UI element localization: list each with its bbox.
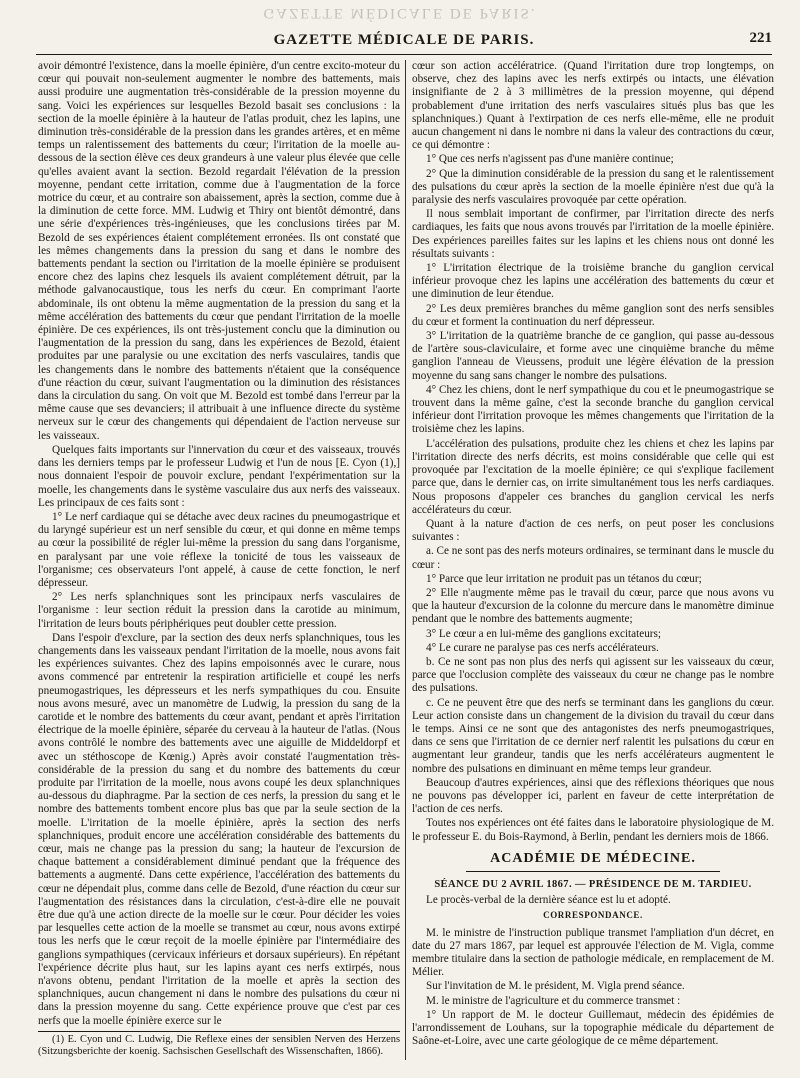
- section-divider: [466, 871, 719, 872]
- paragraph: c. Ce ne peuvent être que des nerfs se terminant dans les ganglions du cœur. Leur action consiste dans un changement de la division du travail du cœur dans le temps. Ainsi ce ne sont que des antagonistes des nerfs pneumogastriques, dans ce sens que l'irritation de ce dernier nerf ralentit les pulsations du cœur en augmentant leur grandeur, tandis que les nerfs accélérateurs augmentent le nombre des pulsations en diminuant en même temps leur grandeur.: [412, 696, 774, 775]
- paragraph: avoir démontré l'existence, dans la moelle épinière, d'un centre excito-moteur du cœur qui pouvait non-seulement augmenter le nombre des battements, mais aussi produire une augmentation très-considérable de la pression moyenne du sang. Voici les expériences sur lesquelles Bezold basait ses conclusions : la section de la moelle épinière à la hauteur de l'atlas produit, chez les lapins, une diminution très-considérable de la pression dans les grandes artères, et en même temps un ralentissement des battements du cœur; l'irritation de la moelle au-dessous de la section élève ces deux grandeurs à une valeur plus élevée que celle qu'elles avaient avant la section. Bezold regardait l'élévation de la pression moyenne, pendant cette irritation, comme due à l'augmentation de la force motrice du cœur, et au contraire son abaissement, après la section, comme due à la diminution de cette force. MM. Ludwig et Thiry ont bientôt démontré, dans une série d'expériences très-ingénieuses, que les conclusions tirées par M. Bezold de ses expériences étaient complétement erronées. Ils ont constaté que les mêmes changements dans la pression du sang et dans le nombre des battements pendant la section ou l'irritation de la moelle épinière se produisent encore chez des lapins chez lesquels ils avaient complétement détruit, par la méthode galvanocaustique, tous les nerfs du cœur. En comprimant l'aorte abdominale, ils ont obtenu la même augmentation de la pression du sang et la même accélération des battements du cœur que pendant l'irritation de la moelle épinière. De ces expériences, ils ont très-justement conclu que la diminution ou l'augmentation de la pression du sang, dans les expériences de Bezold, étaient produites par une paralysie ou une excitation des nerfs vasculaires, tandis que les changements dans le nombre des battements n'étaient que la conséquence d'une réaction du cœur, suivant l'augmentation ou la diminution des résistances dans la circulation du sang. On voit que M. Bezold est tombé dans l'erreur par la même cause que ses devanciers; il attribuait à une influence directe du système nerveux sur le cœur des changements qui dépendaient de l'action nerveuse sur les vaisseaux.: [38, 60, 400, 442]
- paragraph: Sur l'invitation de M. le président, M. Vigla prend séance.: [426, 980, 685, 993]
- paragraph: M. le ministre de l'instruction publique transmet l'ampliation d'un décret, en date du 27 mars 1867, par lequel est approuvée l'élection de M. Vigla, comme membre titulaire dans la section de pathologie médicale, en remplacement de M. Mélier.: [412, 926, 774, 979]
- paragraph: 1° L'irritation électrique de la troisième branche du ganglion cervical inférieur provoque chez les lapins une accélération des battements du cœur et une diminution de leur étendue.: [412, 262, 774, 301]
- page-header: [36, 28, 772, 55]
- paragraph: 3° L'irritation de la quatrième branche de ce ganglion, qui passe au-dessous de l'artère sous-claviculaire, et forme avec une cinquième branche du même ganglion l'anneau de Vieussens, produit une légère élévation de la pression moyenne du sang sans changer le nombre des pulsations.: [412, 330, 774, 382]
- paragraph: 4° Le curare ne paralyse pas ces nerfs accélérateurs.: [426, 641, 659, 654]
- column-divider: [405, 60, 406, 1060]
- paragraph: 2° Les deux premières branches du même ganglion sont des nerfs sensibles du cœur et forment la continuation du nerf dépresseur.: [412, 302, 774, 328]
- paragraph: 2° Les nerfs splanchniques sont les principaux nerfs vasculaires de l'organisme : leur section réduit la pression dans la carotide au minimum, l'irritation de leurs bouts périphériques peut doubler cette pression.: [38, 591, 400, 630]
- paragraph: 2° Elle n'augmente même pas le travail du cœur, parce que nous avons vu que la hauteur d'excursion de la colonne du mercure dans le manomètre diminue pendant que le nombre des battements augmente;: [412, 586, 774, 626]
- correspondance-heading: CORRESPONDANCE.: [543, 910, 643, 921]
- paragraph: Il nous semblait important de confirmer, par l'irritation directe des nerfs cardiaques, les faits que nous avons trouvés par l'irritation de la moelle épinière. Des expériences pareilles faites sur les lapins et les chiens nous ont donné les résultats suivants :: [412, 208, 774, 260]
- right-column: [412, 60, 774, 1049]
- paragraph: L'accélération des pulsations, produite chez les chiens et chez les lapins par l'irritation directe des nerfs décrits, est moins considérable que celle qui est provoquée par l'excitation de la moelle épinière; ce qui s'explique facilement parce que, dans le dernier cas, on irrite simultanément tous les nerfs cardiaques. Nous proposons d'appeler ces branches du ganglion cervical les nerfs accélérateurs du cœur.: [412, 437, 774, 516]
- paragraph: Quant à la nature d'action de ces nerfs, on peut poser les conclusions suivantes :: [412, 517, 774, 544]
- paragraph: 3° Le cœur a en lui-même des ganglions excitateurs;: [426, 627, 661, 640]
- paragraph: cœur son action accélératrice. (Quand l'irritation dure trop longtemps, on observe, chez des lapins avec les nerfs extirpés ou intacts, une élévation insignifiante de 2 à 3 millimètres de la pression moyenne, qui dépend probablement d'une irritation des nerfs vasculaires situés plus bas que les splanchniques.) Quant à l'extirpation de ces nerfs elle-même, elle ne produit aucun changement ni dans le nombre ni dans la valeur des contractions du cœur, ce qui démontre :: [412, 60, 774, 152]
- left-column: [38, 60, 400, 1059]
- paragraph: Toutes nos expériences ont été faites dans le laboratoire physiologique de M. le professeur E. du Bois-Raymond, à Berlin, pendant les derniers mois de 1866.: [412, 817, 774, 843]
- paragraph: M. le ministre de l'agriculture et du commerce transmet :: [426, 994, 681, 1007]
- minutes-line: Le procès-verbal de la dernière séance est lu et adopté.: [426, 894, 671, 907]
- paragraph: 1° Parce que leur irritation ne produit pas un tétanos du cœur;: [426, 572, 702, 585]
- session-heading: SÉANCE DU 2 AVRIL 1867. — PRÉSIDENCE DE M. TARDIEU.: [434, 878, 752, 890]
- page-number: 221: [749, 30, 772, 46]
- paragraph: 1° Que ces nerfs n'agissent pas d'une manière continue;: [426, 153, 674, 166]
- paragraph: 4° Chez les chiens, dont le nerf sympathique du cou et le pneumogastrique se trouvent dans la même gaîne, c'est la seconde branche du ganglion cervical inférieur dont l'irritation provoque les mêmes changements que l'irritation de la troisième chez les lapins.: [412, 383, 774, 436]
- paragraph: 2° Que la diminution considérable de la pression du sang et le ralentissement des pulsations du cœur après la section de la moelle épinière n'est due qu'à la paralysie des nerfs vasculaires provoquée par cette opération.: [412, 167, 774, 207]
- footnote: (1) E. Cyon und C. Ludwig, Die Reflexe eines der sensiblen Nerven des Herzens (Sitzungsberichte der koenig. Sachsischen Gesellschaft des Wissenschaften, 1866).: [38, 1033, 400, 1057]
- paragraph: 1° Un rapport de M. le docteur Guillemaut, médecin des épidémies de l'arrondissement de Louhans, sur la topographie médicale du département de Saône-et-Loire, avec une carte géologique de ce même département.: [412, 1008, 774, 1048]
- journal-title: GAZETTE MÉDICALE DE PARIS.: [273, 32, 535, 48]
- paragraph: Beaucoup d'autres expériences, ainsi que des réflexions théoriques que nous ne pouvons pas développer ici, parlent en faveur de cette interprétation de l'action de ces nerfs.: [412, 776, 774, 816]
- paragraph: a. Ce ne sont pas des nerfs moteurs ordinaires, se terminant dans le muscle du cœur :: [412, 545, 774, 571]
- bleed-through-text: GAZETTE MÉDICALE DE PARIS.: [263, 5, 537, 21]
- paragraph: 1° Le nerf cardiaque qui se détache avec deux racines du pneumogastrique et du laryngé supérieur est un nerf sensible du cœur, et qui donne en même temps au cœur la possibilité de régler lui-même la pression du sang dans l'organisme, en paralysant par une voie réflexe la tonicité de tous les vaisseaux de l'organisme; ces observateurs l'ont appelé, à cause de cette fonction, le nerf dépresseur.: [38, 510, 400, 589]
- paragraph: b. Ce ne sont pas non plus des nerfs qui agissent sur les vaisseaux du cœur, parce que l'occlusion complète des vaisseaux du cœur ne change pas le nombre des pulsations.: [412, 655, 774, 695]
- paragraph: Dans l'espoir d'exclure, par la section des deux nerfs splanchniques, tous les changements dans les vaisseaux pendant l'irritation de la moelle, nous avons fait les expériences suivantes. Chez des lapins empoisonnés avec le curare, nous avons commencé par entretenir la respiration artificielle et coupé les nerfs pneumogastriques, les dépresseurs et les nerfs sympathiques du cou. Ensuite nous avons mesuré, avec un manomètre de Ludwig, la pression du sang de la carotide et le nombre des battements du cœur avant, pendant et après l'irritation électrique de la moelle épinière, séparée du cerveau à la hauteur de l'atlas. (Nous avons contrôlé le nombre des battements avec une aiguille de Middeldorpf et avec un stéthoscope de Kœnig.) Après avoir constaté l'augmentation très-considérable de la pression du sang et du nombre des battements du cœur produite par l'irritation de la moelle, nous avons coupé les deux splanchniques au-dessous du diaphragme. Par la section de ces nerfs, la pression du sang et le nombre des battements tombent encore plus bas que par la seule section de la moelle. L'irritation de la moelle épinière, après la section des nerfs splanchniques, produit encore une accélération considérable des battements du cœur, mais ne change pas la pression du sang; la hauteur de l'excursion de chaque battement a considérablement diminué pendant que la fréquence des battements a augmenté. Dans cette expérience, l'accélération des battements du cœur ne dépendait plus, comme dans celle de Bezold, d'une réaction du cœur sur l'augmentation des résistances dans la circulation, c'est-à-dire elle ne pouvait être due qu'à une action directe de la moelle sur le cœur. Pour décider les voies par lesquelles cette action de la moelle se transmet au cœur, nous avons extirpé tous les nerfs que le cœur reçoit de la moelle épinière par l'intermédiaire des ganglions sympathiques (cervicaux inférieurs et dorsaux supérieurs). En répétant l'expérience décrite plus haut, sur les lapins ayant ces nerfs extirpés, nous n'avons obtenu, pendant l'irritation de la moelle et après la section des splanchniques, aucun changement ni dans le nombre des pulsations du cœur ni dans la pression moyenne du sang. Cette expérience prouve que c'est par ces nerfs que la moelle épinière exerce sur le: [38, 631, 400, 1027]
- footnote-divider: [38, 1031, 400, 1032]
- section-title: ACADÉMIE DE MÉDECINE.: [490, 850, 696, 866]
- paragraph: Quelques faits importants sur l'innervation du cœur et des vaisseaux, trouvés dans les derniers temps par le professeur Ludwig et l'un de nous [E. Cyon (1),] nous donnaient l'espoir de pouvoir exclure, pendant l'expérimentation sur la moelle, les changements dans le système vasculaire dus aux nerfs des vaisseaux. Les principaux de ces faits sont :: [38, 443, 400, 509]
